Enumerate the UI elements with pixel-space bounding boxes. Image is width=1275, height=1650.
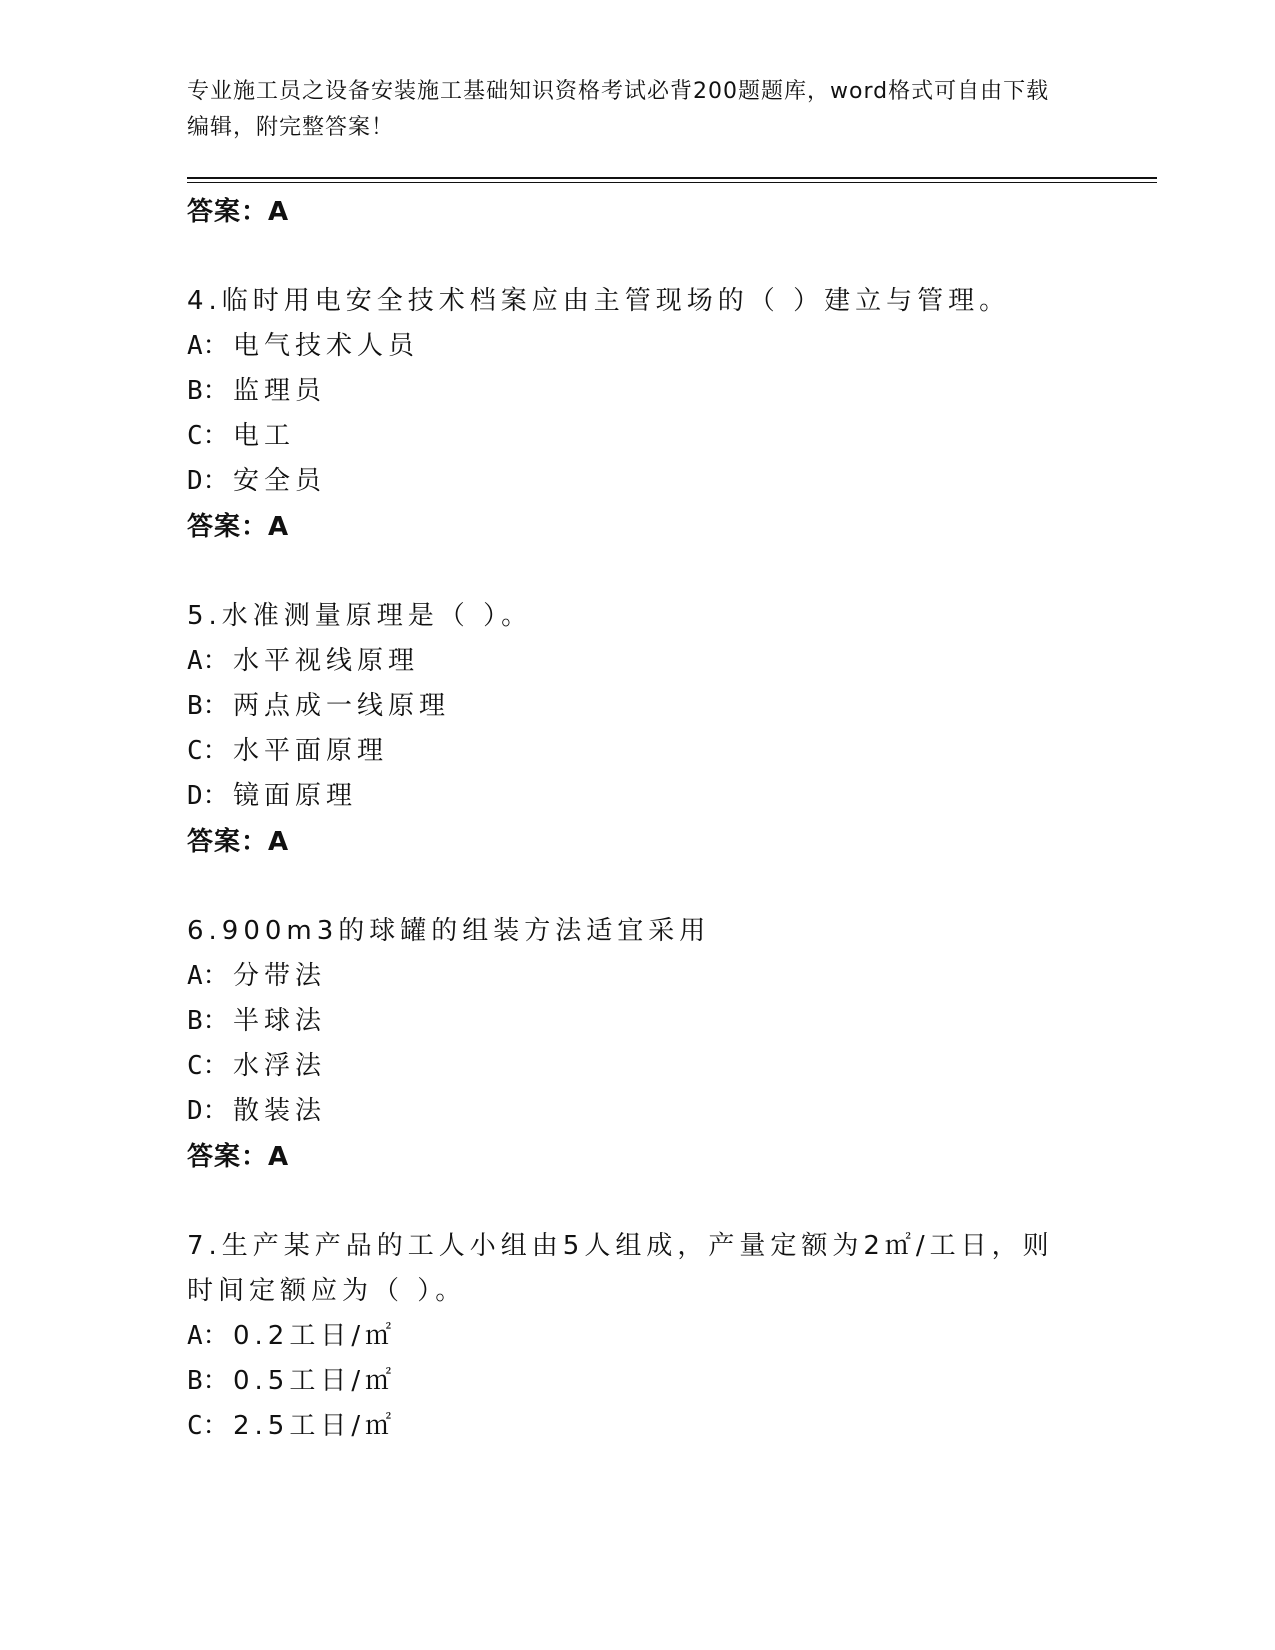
answer-line: 答案：A <box>187 827 290 857</box>
option-key: A： <box>187 1321 229 1351</box>
option-a <box>187 639 1157 684</box>
option-d <box>187 774 1157 819</box>
question-stem: 6.900m3的球罐的组装方法适宜采用 <box>187 916 711 946</box>
option-b <box>187 1359 1157 1404</box>
header-rule-thin <box>187 182 1157 183</box>
option-a <box>187 324 1157 369</box>
option-key: C： <box>187 1051 229 1081</box>
option-key: C： <box>187 1411 229 1441</box>
option-c <box>187 414 1157 459</box>
option-text: 安全员 <box>233 466 327 496</box>
option-d <box>187 1089 1157 1134</box>
document-header: 专业施工员之设备安装施工基础知识资格考试必背200题题库，word格式可自由下载编辑，附完整答案！ <box>187 79 1050 140</box>
option-text: 水浮法 <box>233 1051 327 1081</box>
question-list <box>187 189 1157 1449</box>
answer-line: 答案：A <box>187 197 290 227</box>
option-text: 水平面原理 <box>233 736 389 766</box>
question-stem: 7.生产某产品的工人小组由5人组成，产量定额为2㎡/工日，则时间定额应为（ ）。 <box>187 1231 1054 1306</box>
option-key: D： <box>187 466 229 496</box>
option-b <box>187 369 1157 414</box>
option-text: 0.2工日/㎡ <box>233 1321 397 1351</box>
answer-line: 答案：A <box>187 512 290 542</box>
option-text: 电气技术人员 <box>233 331 420 361</box>
question-block <box>187 279 1157 550</box>
option-c <box>187 729 1157 774</box>
option-key: D： <box>187 781 229 811</box>
option-key: A： <box>187 646 229 676</box>
option-a <box>187 1314 1157 1359</box>
option-key: C： <box>187 421 229 451</box>
header-rule-thick <box>187 177 1157 179</box>
option-text: 两点成一线原理 <box>233 691 451 721</box>
option-c <box>187 1044 1157 1089</box>
option-text: 分带法 <box>233 961 327 991</box>
option-c <box>187 1404 1157 1449</box>
question-stem: 4.临时用电安全技术档案应由主管现场的（ ）建立与管理。 <box>187 286 1011 316</box>
question-block <box>187 594 1157 865</box>
option-text: 水平视线原理 <box>233 646 420 676</box>
option-text: 半球法 <box>233 1006 327 1036</box>
option-key: D： <box>187 1096 229 1126</box>
question-block <box>187 1224 1157 1449</box>
option-text: 监理员 <box>233 376 327 406</box>
option-key: B： <box>187 376 229 406</box>
option-key: B： <box>187 1006 229 1036</box>
option-b <box>187 684 1157 729</box>
option-d <box>187 459 1157 504</box>
option-text: 电工 <box>233 421 296 451</box>
option-text: 0.5工日/㎡ <box>233 1366 397 1396</box>
option-key: A： <box>187 331 229 361</box>
option-key: A： <box>187 961 229 991</box>
option-key: B： <box>187 1366 229 1396</box>
option-b <box>187 999 1157 1044</box>
document-page <box>187 0 1157 1650</box>
option-text: 镜面原理 <box>233 781 358 811</box>
option-key: C： <box>187 736 229 766</box>
answer-line: 答案：A <box>187 1142 290 1172</box>
option-text: 散装法 <box>233 1096 327 1126</box>
question-stem: 5.水准测量原理是（ ）。 <box>187 601 533 631</box>
option-a <box>187 954 1157 999</box>
option-text: 2.5工日/㎡ <box>233 1411 397 1441</box>
option-key: B： <box>187 691 229 721</box>
question-block <box>187 909 1157 1180</box>
